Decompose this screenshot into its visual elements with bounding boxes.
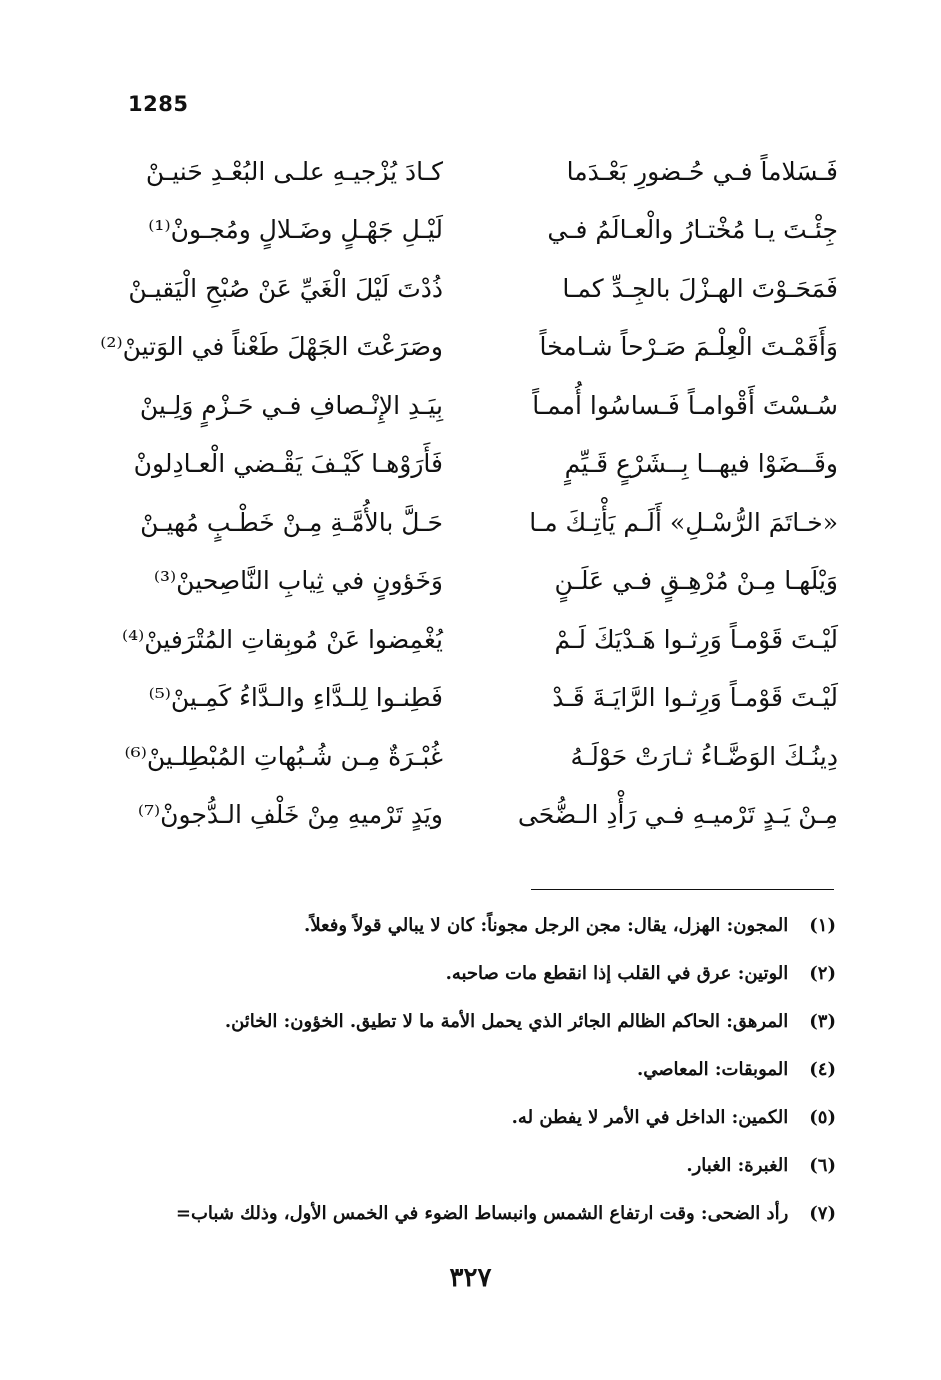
verse-first-hemistich: وقَــضَوْا فيهــا بِــشَرْعٍ قَـيِّمٍ — [564, 449, 838, 479]
verse-second-hemistich: ذُدْتَ لَيْلَ الْغَيِّ عَنْ صُبْحِ الْيَقيـنْ — [128, 273, 443, 303]
verse-first-hemistich: وَأَقَمْـتَ الْعِلْـمَ صَـرْحاً شـامخاً — [539, 332, 838, 362]
page-number-top: 1285 — [128, 92, 189, 116]
verse-first-hemistich: لَيْـتَ قَوْمـاً وَرِثـوا الرَّايَـةَ قَـدْ — [552, 683, 838, 713]
footnote-text: الموبقات: المعاصي. — [637, 1058, 789, 1080]
verse-second-hemistich: وَخَؤونٍ في ثِيابِ النَّاصِحينْ⁽³⁾ — [153, 566, 443, 596]
footnotes — [128, 901, 836, 1237]
page-number-bottom: ٣٢٧ — [449, 1263, 492, 1293]
verse-first-hemistich: وَيْلَهـا مِـنْ مُرْهِـقٍ فـي عَلَـنٍ — [554, 566, 838, 596]
poem — [100, 142, 838, 844]
verse-first-hemistich: فَـسَلاماً فـي حُـضورِ بَعْـدَما — [566, 156, 838, 186]
verse — [100, 318, 838, 377]
footnote-text: الكمين: الداخل في الأمر لا يفطن له. — [511, 1106, 789, 1128]
verse-second-hemistich: بِيَـدِ الإِنْـصافِ فـي حَـزْمٍ وَلِـينْ — [139, 390, 443, 420]
verse — [128, 669, 838, 728]
verse-second-hemistich: فَأَرَوْهـا كَيْـفَ يَقْـضي الْعـادِلونْ — [133, 449, 443, 479]
verse-second-hemistich: يُغْمِضوا عَنْ مُوبِقاتِ المُتْرَفينْ⁽⁴⁾ — [121, 624, 443, 654]
footnote — [128, 949, 836, 997]
verse-second-hemistich: حَـلَّ بالأُمَّـةِ مِـنْ خَطْـبٍ مُهيـنْ — [140, 507, 443, 537]
verse-second-hemistich: كـادَ يُزْجيـهِ علـى البُعْـدِ حَنيـنْ — [145, 156, 443, 186]
verse-first-hemistich: فَمَحَـوْتَ الهـزْلَ بالجِـدِّ كمـا — [562, 273, 838, 303]
verse-second-hemistich: غُبْـرَةٌ مِـن شُـبُهاتِ المُبْطِلـينْ⁽⁶⁾ — [124, 741, 443, 771]
footnote-marker: (٧) — [809, 1202, 836, 1224]
verse-first-hemistich: دِينُـكَ الوَضَّـاءُ ثـارَتْ حَوْلَـهُ — [570, 741, 838, 771]
verse — [128, 552, 838, 611]
footnote-marker: (٥) — [809, 1106, 836, 1128]
footnote-text: رأد الضحى: وقت ارتفاع الشمس وانبساط الضوء في الخمس الأول، وذلك شباب= — [175, 1202, 789, 1224]
footnote-divider — [531, 889, 834, 890]
verse — [128, 786, 838, 845]
footnote — [128, 1093, 836, 1141]
footnote-text: الغبرة: الغبار. — [686, 1154, 789, 1176]
verse-second-hemistich: فَطِنـوا لِلـدَّاءِ والـدَّاءُ كَمِـينْ⁽⁵⁾ — [148, 683, 443, 713]
verse-first-hemistich: «خـاتَمَ الرُّسْـلِ» أَلَـم يَأْتِـكَ مـا — [529, 507, 838, 537]
verse — [128, 142, 838, 201]
verse — [124, 727, 838, 786]
verse — [128, 376, 838, 435]
footnote-marker: (٤) — [809, 1058, 836, 1080]
footnote — [128, 1045, 836, 1093]
footnote-marker: (٦) — [809, 1154, 836, 1176]
verse — [128, 435, 838, 494]
verse-first-hemistich: لَيْـتَ قَوْمـاً وَرِثـوا هَـدْيَكَ لَـمْ — [554, 624, 838, 654]
verse-second-hemistich: وصَرَعْتَ الجَهْلَ طَعْناً في الوَتينْ⁽²⁾ — [100, 332, 443, 362]
verse — [128, 259, 838, 318]
footnote — [128, 1141, 836, 1189]
verse-second-hemistich: ويَدٍ تَرْميهِ مِنْ خَلْفِ الـدُّجونْ⁽⁷⁾ — [137, 800, 443, 830]
footnote-text: الوتين: عرق في القلب إذا انقطع مات صاحبه. — [445, 962, 789, 984]
footnote-text: المرهق: الحاكم الظالم الجائر الذي يحمل الأمة ما لا تطيق. الخؤون: الخائن. — [224, 1010, 789, 1032]
verse — [128, 201, 838, 260]
verse-first-hemistich: سُـسْتَ أَقْوامـاً فَـساسُوا أُممـاً — [532, 390, 838, 420]
verse — [128, 493, 838, 552]
verse-first-hemistich: مِـنْ يَـدٍ تَرْميـهِ فـي رَأْدِ الـضُّحَى — [517, 800, 838, 830]
verse-second-hemistich: لَيْـلِ جَهْـلٍ وضَـلالٍ ومُجـونْ⁽¹⁾ — [148, 215, 443, 245]
footnote — [128, 901, 836, 949]
verse — [121, 610, 838, 669]
verse-first-hemistich: جِئْـتَ يـا مُخْتـارُ والْعـالَمُ فـي — [547, 215, 838, 245]
footnote-marker: (٣) — [809, 1010, 836, 1032]
footnote-text: المجون: الهزل، يقال: مجن الرجل مجوناً: كان لا يبالي قولاً وفعلاً. — [304, 914, 789, 936]
footnote-marker: (٢) — [809, 962, 836, 984]
footnote — [128, 1189, 836, 1237]
footnote — [128, 997, 836, 1045]
footnote-marker: (١) — [809, 914, 836, 936]
